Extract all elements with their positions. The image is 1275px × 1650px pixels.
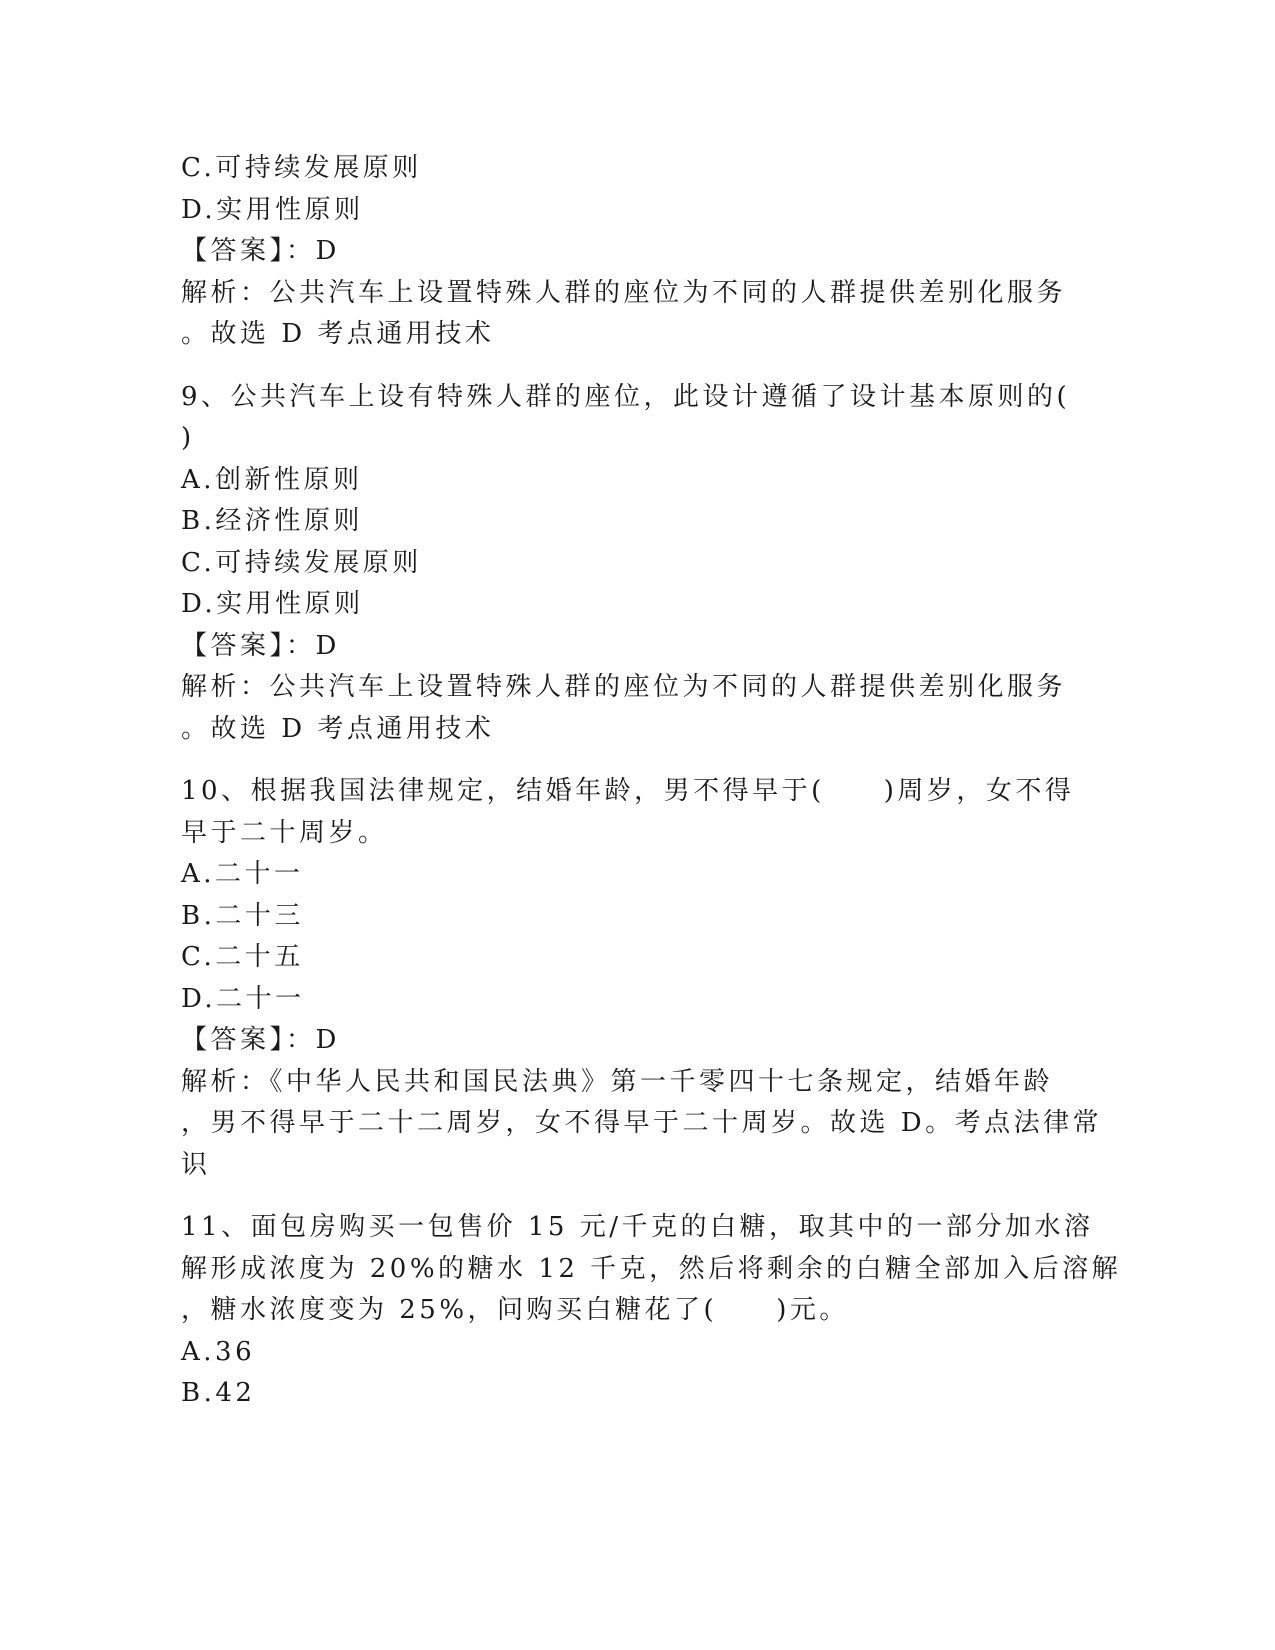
option-a: A.36	[181, 1336, 256, 1367]
question-stem: 11、面包房购买一包售价 15 元/千克的白糖，取其中的一部分加水溶	[181, 1212, 1094, 1242]
question-stem: 10、根据我国法律规定，结婚年龄，男不得早于( )周岁，女不得	[181, 776, 1075, 806]
answer-line: 【答案】：D	[181, 1025, 340, 1055]
option-c: C.可持续发展原则	[181, 547, 422, 578]
option-d: D.实用性原则	[181, 194, 364, 225]
option-b: B.经济性原则	[181, 506, 363, 536]
option-b: B.二十三	[181, 900, 304, 931]
block-gap	[181, 750, 1081, 771]
option-d: D.二十一	[181, 983, 305, 1014]
question-9	[181, 377, 1081, 751]
option-a: A.创新性原则	[181, 464, 363, 495]
explanation-line: 解析：公共汽车上设置特殊人群的座位为不同的人群提供差别化服务	[181, 277, 1067, 308]
question-stem: ，糖水浓度变为 25%，问购买白糖花了( )元。	[181, 1295, 849, 1325]
question-stem: 早于二十周岁。	[181, 817, 388, 848]
question-8-tail	[181, 148, 1081, 356]
question-stem: 解形成浓度为 20%的糖水 12 千克，然后将剩余的白糖全部加入后溶解	[181, 1253, 1122, 1284]
answer-line: 【答案】：D	[181, 630, 340, 661]
option-c: C.可持续发展原则	[181, 153, 422, 183]
explanation-line: 。故选 D 考点通用技术	[181, 713, 495, 744]
answer-line: 【答案】：D	[181, 236, 340, 266]
option-d: D.实用性原则	[181, 589, 364, 619]
explanation-line: 。故选 D 考点通用技术	[181, 319, 495, 349]
explanation-line: ，男不得早于二十二周岁，女不得早于二十周岁。故选 D。考点法律常	[181, 1108, 1103, 1138]
option-c: C.二十五	[181, 942, 304, 972]
explanation-line: 解析：《中华人民共和国民法典》第一千零四十七条规定，结婚年龄	[181, 1066, 1054, 1097]
option-a: A.二十一	[181, 859, 304, 889]
block-gap	[181, 356, 1081, 377]
question-10	[181, 771, 1103, 1186]
question-11	[181, 1207, 1122, 1415]
question-stem: )	[181, 423, 195, 453]
question-stem: 9、公共汽车上设有特殊人群的座位，此设计遵循了设计基本原则的(	[181, 381, 1071, 412]
explanation-line: 识	[181, 1149, 211, 1180]
option-b: B.42	[181, 1378, 256, 1408]
block-gap	[181, 1186, 1081, 1207]
document-body	[181, 148, 1122, 1415]
explanation-line: 解析：公共汽车上设置特殊人群的座位为不同的人群提供差别化服务	[181, 672, 1067, 702]
